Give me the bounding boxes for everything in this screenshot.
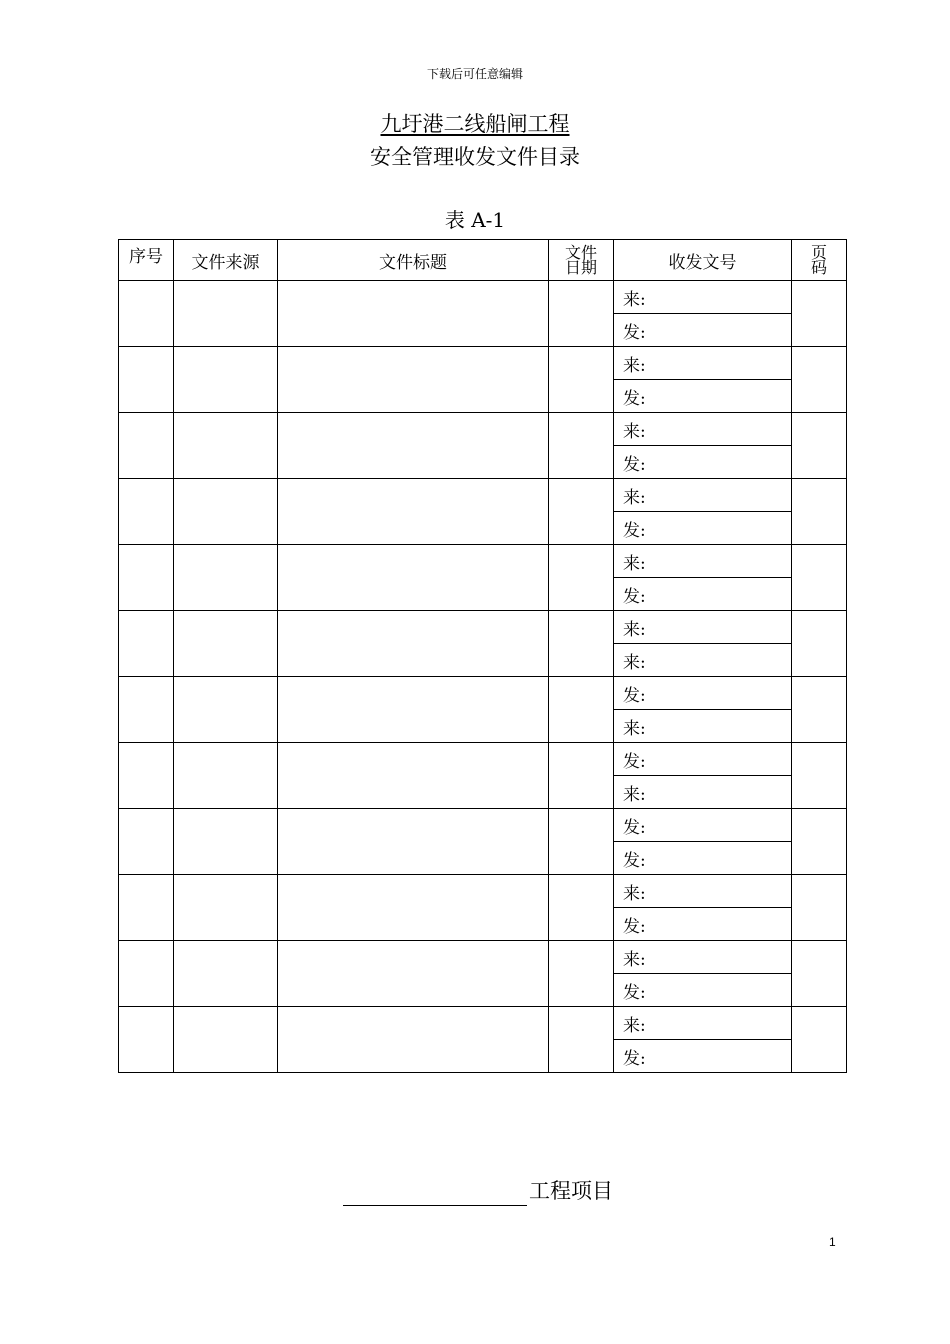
- date-cell[interactable]: [549, 743, 614, 809]
- page-cell[interactable]: [792, 875, 847, 941]
- title-cell[interactable]: [278, 281, 549, 347]
- source-cell[interactable]: [174, 677, 278, 743]
- number-line-1[interactable]: 发:: [614, 677, 792, 710]
- table-row: [119, 941, 847, 974]
- source-cell[interactable]: [174, 875, 278, 941]
- date-cell[interactable]: [549, 1007, 614, 1073]
- page-cell[interactable]: [792, 809, 847, 875]
- header-date: [549, 240, 614, 281]
- source-cell[interactable]: [174, 281, 278, 347]
- number-line-2[interactable]: 发:: [614, 1040, 792, 1073]
- seq-cell[interactable]: [119, 875, 174, 941]
- number-line-1[interactable]: 来:: [614, 611, 792, 644]
- number-line-2[interactable]: 发:: [614, 842, 792, 875]
- title-cell[interactable]: [278, 479, 549, 545]
- header-page-bottom: 码: [810, 258, 827, 277]
- number-line-1[interactable]: 来:: [614, 875, 792, 908]
- number-line-2[interactable]: 发:: [614, 578, 792, 611]
- table-row: [119, 677, 847, 710]
- table-label: 表 A-1: [444, 208, 506, 232]
- seq-cell[interactable]: [119, 281, 174, 347]
- seq-cell[interactable]: [119, 809, 174, 875]
- page-cell[interactable]: [792, 281, 847, 347]
- date-cell[interactable]: [549, 347, 614, 413]
- document-title-project: [0, 109, 950, 139]
- number-line-2[interactable]: 发:: [614, 380, 792, 413]
- table-row: [119, 809, 847, 842]
- number-line-1[interactable]: 发:: [614, 743, 792, 776]
- number-line-2[interactable]: 发:: [614, 314, 792, 347]
- header-doc-title: 文件标题: [278, 240, 549, 281]
- source-cell[interactable]: [174, 809, 278, 875]
- title-cell[interactable]: [278, 413, 549, 479]
- page-cell[interactable]: [792, 743, 847, 809]
- page-cell[interactable]: [792, 413, 847, 479]
- date-cell[interactable]: [549, 809, 614, 875]
- table-row: [119, 413, 847, 446]
- number-line-1[interactable]: 来:: [614, 479, 792, 512]
- footer-blank-line[interactable]: [343, 1183, 527, 1206]
- header-seq: 序号: [119, 240, 174, 281]
- date-cell[interactable]: [549, 281, 614, 347]
- table-row: [119, 611, 847, 644]
- source-cell[interactable]: [174, 611, 278, 677]
- number-line-2[interactable]: 发:: [614, 446, 792, 479]
- seq-cell[interactable]: [119, 413, 174, 479]
- page-number: 1: [829, 1235, 836, 1249]
- title-cell[interactable]: [278, 743, 549, 809]
- table-row: [119, 347, 847, 380]
- header-date-bottom: 日期: [564, 258, 597, 277]
- title-cell[interactable]: [278, 1007, 549, 1073]
- table-row: [119, 1007, 847, 1040]
- number-line-1[interactable]: 来:: [614, 413, 792, 446]
- source-cell[interactable]: [174, 545, 278, 611]
- seq-cell[interactable]: [119, 677, 174, 743]
- header-number: 收发文号: [614, 240, 792, 281]
- seq-cell[interactable]: [119, 479, 174, 545]
- number-line-2[interactable]: 来:: [614, 644, 792, 677]
- table-row: [119, 479, 847, 512]
- footer-label: 工程项目: [529, 1179, 613, 1203]
- source-cell[interactable]: [174, 941, 278, 1007]
- number-line-2[interactable]: 发:: [614, 908, 792, 941]
- date-cell[interactable]: [549, 479, 614, 545]
- number-line-2[interactable]: 发:: [614, 512, 792, 545]
- header-page: [792, 240, 847, 281]
- seq-cell[interactable]: [119, 1007, 174, 1073]
- source-cell[interactable]: [174, 1007, 278, 1073]
- number-line-1[interactable]: 来:: [614, 545, 792, 578]
- title-cell[interactable]: [278, 545, 549, 611]
- table-row: [119, 743, 847, 776]
- header-source: 文件来源: [174, 240, 278, 281]
- number-line-2[interactable]: 来:: [614, 776, 792, 809]
- header-note: 下载后可任意编辑: [426, 67, 523, 81]
- title-cell[interactable]: [278, 941, 549, 1007]
- source-cell[interactable]: [174, 413, 278, 479]
- date-cell[interactable]: [549, 413, 614, 479]
- page-cell[interactable]: [792, 941, 847, 1007]
- footer-project-line: [343, 1176, 613, 1206]
- page-cell[interactable]: [792, 611, 847, 677]
- number-line-1[interactable]: 发:: [614, 809, 792, 842]
- title-cell[interactable]: [278, 611, 549, 677]
- seq-cell[interactable]: [119, 545, 174, 611]
- seq-cell[interactable]: [119, 347, 174, 413]
- seq-cell[interactable]: [119, 611, 174, 677]
- document-title-project-text: 九圩港二线船闸工程: [380, 112, 570, 136]
- number-line-1[interactable]: 来:: [614, 347, 792, 380]
- page-cell[interactable]: [792, 347, 847, 413]
- date-cell[interactable]: [549, 941, 614, 1007]
- table-body: [119, 281, 847, 1073]
- page-cell[interactable]: [792, 545, 847, 611]
- table-row: [119, 875, 847, 908]
- source-cell[interactable]: [174, 479, 278, 545]
- document-log-table: [118, 239, 847, 1073]
- source-cell[interactable]: [174, 743, 278, 809]
- header-date-top: 文件: [564, 243, 597, 262]
- date-cell[interactable]: [549, 545, 614, 611]
- seq-cell[interactable]: [119, 941, 174, 1007]
- table-row: [119, 545, 847, 578]
- number-line-2[interactable]: 发:: [614, 974, 792, 1007]
- number-line-1[interactable]: 来:: [614, 1007, 792, 1040]
- title-cell[interactable]: [278, 875, 549, 941]
- title-cell[interactable]: [278, 677, 549, 743]
- date-cell[interactable]: [549, 611, 614, 677]
- title-cell[interactable]: [278, 809, 549, 875]
- table-row: [119, 281, 847, 314]
- document-title-catalog: 安全管理收发文件目录: [370, 145, 580, 169]
- seq-cell[interactable]: [119, 743, 174, 809]
- table-header-row: [119, 240, 847, 281]
- page-cell[interactable]: [792, 677, 847, 743]
- number-line-1[interactable]: 来:: [614, 281, 792, 314]
- page-cell[interactable]: [792, 1007, 847, 1073]
- date-cell[interactable]: [549, 677, 614, 743]
- source-cell[interactable]: [174, 347, 278, 413]
- number-line-2[interactable]: 来:: [614, 710, 792, 743]
- page-cell[interactable]: [792, 479, 847, 545]
- header-page-top: 页: [810, 243, 827, 262]
- number-line-1[interactable]: 来:: [614, 941, 792, 974]
- title-cell[interactable]: [278, 347, 549, 413]
- date-cell[interactable]: [549, 875, 614, 941]
